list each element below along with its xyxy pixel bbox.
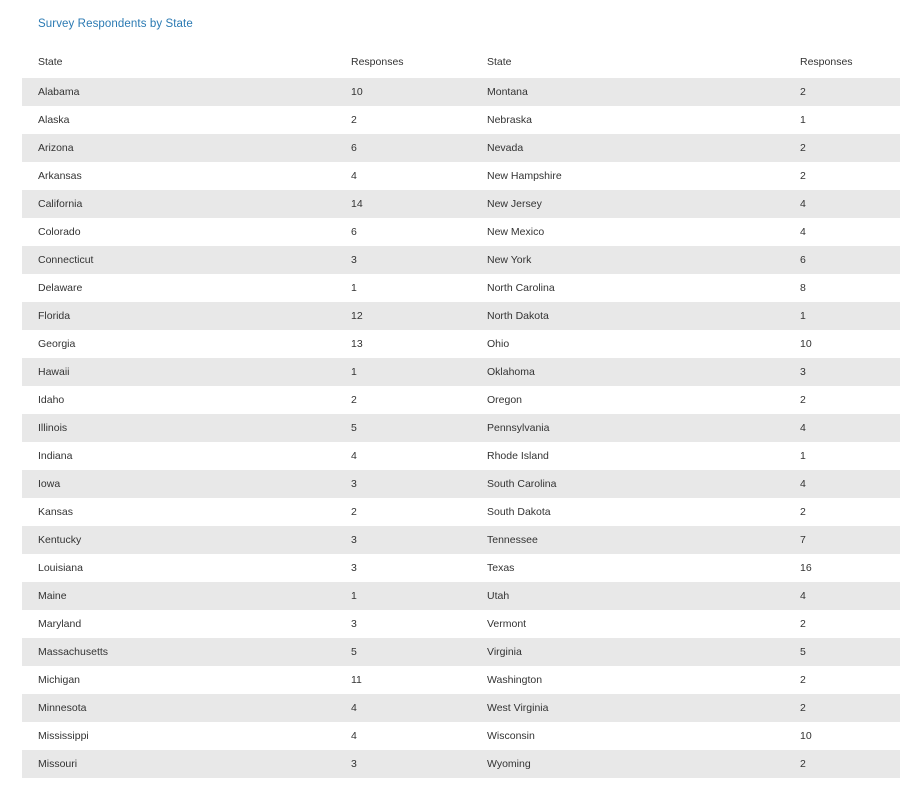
cell-responses-right: 10: [784, 330, 900, 358]
cell-state-right: Ohio: [471, 330, 784, 358]
cell-responses-left: 3: [335, 610, 471, 638]
cell-state-left: Massachusetts: [22, 638, 335, 666]
cell-responses-left: 11: [335, 666, 471, 694]
cell-state-right: West Virginia: [471, 694, 784, 722]
cell-state-left: Maryland: [22, 610, 335, 638]
cell-responses-right: 2: [784, 162, 900, 190]
table-body: [22, 78, 900, 778]
cell-state-right: Vermont: [471, 610, 784, 638]
cell-responses-right: 4: [784, 582, 900, 610]
cell-responses-right: 4: [784, 218, 900, 246]
table-row: [22, 246, 900, 274]
column-header-state-left: State: [22, 50, 335, 78]
cell-state-left: Kentucky: [22, 526, 335, 554]
table-row: [22, 638, 900, 666]
cell-responses-left: 4: [335, 442, 471, 470]
cell-state-left: Idaho: [22, 386, 335, 414]
cell-responses-right: 4: [784, 414, 900, 442]
cell-responses-right: 7: [784, 526, 900, 554]
cell-responses-left: 14: [335, 190, 471, 218]
cell-responses-left: 2: [335, 386, 471, 414]
cell-responses-left: 13: [335, 330, 471, 358]
table-row: [22, 162, 900, 190]
cell-state-right: Texas: [471, 554, 784, 582]
cell-responses-left: 1: [335, 358, 471, 386]
cell-state-right: Nevada: [471, 134, 784, 162]
cell-responses-left: 5: [335, 414, 471, 442]
cell-responses-left: 4: [335, 162, 471, 190]
cell-state-left: Louisiana: [22, 554, 335, 582]
cell-responses-left: 1: [335, 274, 471, 302]
respondents-table: [22, 50, 900, 778]
table-row: [22, 610, 900, 638]
cell-responses-right: 2: [784, 750, 900, 778]
table-row: [22, 694, 900, 722]
table-row: [22, 274, 900, 302]
table-row: [22, 302, 900, 330]
cell-state-left: Colorado: [22, 218, 335, 246]
column-header-state-right: State: [471, 50, 784, 78]
cell-state-left: Arkansas: [22, 162, 335, 190]
table-row: [22, 722, 900, 750]
cell-responses-right: 2: [784, 666, 900, 694]
cell-state-left: Alabama: [22, 78, 335, 106]
cell-responses-right: 2: [784, 694, 900, 722]
cell-responses-left: 3: [335, 246, 471, 274]
cell-state-left: Delaware: [22, 274, 335, 302]
table-header-row: [22, 50, 900, 78]
table-header: [22, 50, 900, 78]
cell-responses-left: 2: [335, 498, 471, 526]
table-row: [22, 666, 900, 694]
table-row: [22, 554, 900, 582]
cell-responses-right: 4: [784, 190, 900, 218]
cell-state-right: Virginia: [471, 638, 784, 666]
cell-state-left: Florida: [22, 302, 335, 330]
table-row: [22, 358, 900, 386]
cell-state-right: Utah: [471, 582, 784, 610]
cell-responses-right: 1: [784, 302, 900, 330]
cell-state-right: South Dakota: [471, 498, 784, 526]
cell-responses-right: 1: [784, 106, 900, 134]
cell-state-left: Maine: [22, 582, 335, 610]
table-row: [22, 414, 900, 442]
table-row: [22, 134, 900, 162]
cell-responses-right: 4: [784, 470, 900, 498]
cell-responses-right: 2: [784, 498, 900, 526]
cell-state-left: Arizona: [22, 134, 335, 162]
cell-state-right: Wyoming: [471, 750, 784, 778]
cell-responses-left: 12: [335, 302, 471, 330]
cell-responses-left: 10: [335, 78, 471, 106]
cell-state-left: Michigan: [22, 666, 335, 694]
cell-state-right: New Mexico: [471, 218, 784, 246]
table-row: [22, 190, 900, 218]
cell-responses-left: 6: [335, 134, 471, 162]
cell-state-right: Pennsylvania: [471, 414, 784, 442]
cell-state-left: Alaska: [22, 106, 335, 134]
cell-responses-right: 2: [784, 134, 900, 162]
table-row: [22, 470, 900, 498]
cell-responses-right: 5: [784, 638, 900, 666]
cell-state-left: Missouri: [22, 750, 335, 778]
cell-state-right: Tennessee: [471, 526, 784, 554]
cell-state-right: South Carolina: [471, 470, 784, 498]
cell-responses-left: 3: [335, 750, 471, 778]
cell-state-right: New York: [471, 246, 784, 274]
cell-state-right: Nebraska: [471, 106, 784, 134]
cell-responses-right: 10: [784, 722, 900, 750]
cell-responses-left: 1: [335, 582, 471, 610]
page-title: Survey Respondents by State: [38, 18, 193, 30]
cell-state-right: Rhode Island: [471, 442, 784, 470]
cell-state-right: North Dakota: [471, 302, 784, 330]
table-row: [22, 498, 900, 526]
cell-state-right: Oregon: [471, 386, 784, 414]
cell-responses-left: 2: [335, 106, 471, 134]
table-row: [22, 218, 900, 246]
cell-state-right: Oklahoma: [471, 358, 784, 386]
cell-state-left: Indiana: [22, 442, 335, 470]
cell-state-right: Wisconsin: [471, 722, 784, 750]
cell-responses-left: 3: [335, 526, 471, 554]
table-row: [22, 386, 900, 414]
table-row: [22, 750, 900, 778]
cell-state-right: New Jersey: [471, 190, 784, 218]
cell-responses-right: 2: [784, 386, 900, 414]
cell-state-left: Connecticut: [22, 246, 335, 274]
table-row: [22, 526, 900, 554]
table-row: [22, 442, 900, 470]
cell-responses-right: 2: [784, 78, 900, 106]
cell-responses-right: 2: [784, 610, 900, 638]
cell-state-left: Hawaii: [22, 358, 335, 386]
cell-state-left: Iowa: [22, 470, 335, 498]
cell-responses-left: 3: [335, 470, 471, 498]
cell-state-left: Illinois: [22, 414, 335, 442]
cell-responses-right: 16: [784, 554, 900, 582]
cell-state-right: New Hampshire: [471, 162, 784, 190]
cell-state-left: Mississippi: [22, 722, 335, 750]
cell-responses-right: 3: [784, 358, 900, 386]
cell-responses-left: 5: [335, 638, 471, 666]
cell-state-right: North Carolina: [471, 274, 784, 302]
cell-responses-left: 4: [335, 722, 471, 750]
cell-state-right: Montana: [471, 78, 784, 106]
cell-state-left: California: [22, 190, 335, 218]
cell-state-left: Kansas: [22, 498, 335, 526]
cell-state-left: Minnesota: [22, 694, 335, 722]
table-row: [22, 106, 900, 134]
table-row: [22, 330, 900, 358]
cell-responses-left: 4: [335, 694, 471, 722]
cell-responses-right: 1: [784, 442, 900, 470]
cell-responses-right: 6: [784, 246, 900, 274]
table-row: [22, 78, 900, 106]
column-header-responses-right: Responses: [784, 50, 900, 78]
cell-responses-right: 8: [784, 274, 900, 302]
cell-state-right: Washington: [471, 666, 784, 694]
column-header-responses-left: Responses: [335, 50, 471, 78]
cell-state-left: Georgia: [22, 330, 335, 358]
cell-responses-left: 6: [335, 218, 471, 246]
table-row: [22, 582, 900, 610]
cell-responses-left: 3: [335, 554, 471, 582]
